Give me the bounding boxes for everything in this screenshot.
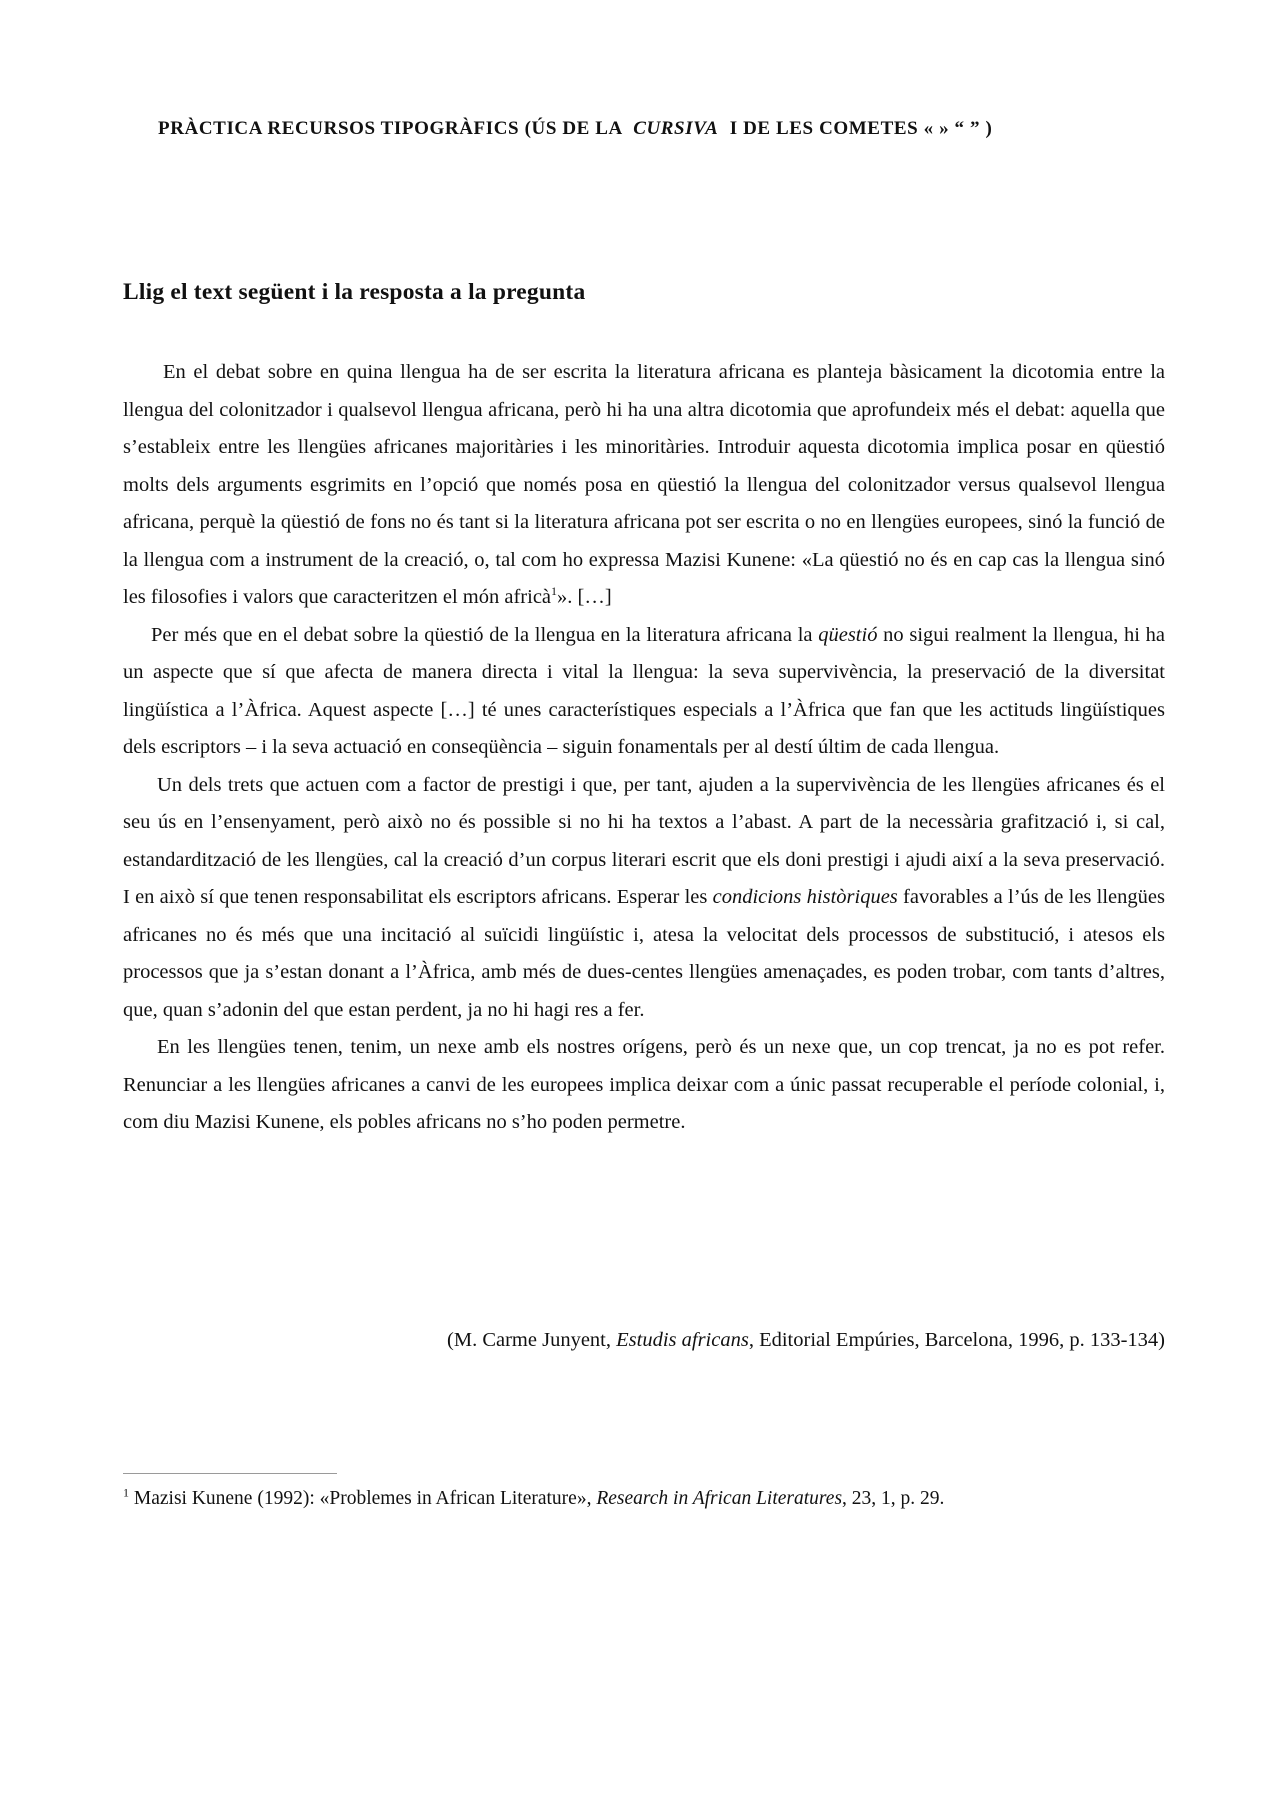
footnote-mark: 1 [123,1485,129,1500]
footnote-suffix: , 23, 1, p. 29. [842,1488,945,1509]
page-title-prefix: PRÀCTICA RECURSOS TIPOGRÀFICS (ÚS DE LA [158,118,622,139]
footnote [123,1485,945,1510]
footnote-prefix: Mazisi Kunene (1992): «Problemes in African Literature», [129,1488,597,1509]
paragraph-3-text-end: favorables a l’ús de les llengües africanes no és més que una incitació al suïcidi lingüístic i, atesa la velocitat dels processos de substitució, i atesos els processos que ja s’estan donant a l’Àfrica, amb més de dues-centes llengües amenaçades, es poden trobar, com tants d’altres, que, quan s’adonin del que estan perdent, ja no hi hagi res a fer. [123,886,1165,1021]
footnote-journal: Research in African Literatures [596,1488,843,1509]
paragraph-2-text-start: Per més que en el debat sobre la qüestió de la llengua en la literatura africana la [151,623,819,646]
page-title-suffix: I DE LES COMETES « » “ ” ) [729,118,993,139]
exercise-instruction: Llig el text següent i la resposta a la pregunta [123,279,586,305]
paragraph-2-italic-word: qüestió [818,623,878,646]
footnote-separator [123,1473,337,1474]
reading-text [123,354,1165,1142]
paragraph-4 [123,1029,1165,1142]
citation-book-title: Estudis africans [616,1329,749,1351]
paragraph-1-text: En el debat sobre en quina llengua ha de ser escrita la literatura africana es planteja bàsicament la dicotomia entre la llengua del colonitzador i qualsevol llengua africana, però hi ha una altra dicotomia que aprofundeix més el debat: aquella que s’estableix entre les llengües africanes majoritàries i les minoritàries. Introduir aquesta dicotomia implica posar en qüestió molts dels arguments esgrimits en l’opció que només posa en qüestió la llengua del colonitzador versus qualsevol llengua africana, perquè la qüestió de fons no és tant si la literatura africana pot ser escrita o no en llengües europees, sinó la funció de la llengua com a instrument de la creació, o, tal com ho expressa Mazisi Kunene: «La qüestió no és en cap cas la llengua sinó les filosofies i valors que caracteritzen el món africà [123,361,1165,608]
source-citation [447,1329,1165,1352]
page-title-italic: CURSIVA [633,118,719,139]
citation-prefix: (M. Carme Junyent, [447,1329,617,1351]
paragraph-3 [123,767,1165,1030]
paragraph-1-text-end: ». […] [557,586,612,608]
citation-suffix: , Editorial Empúries, Barcelona, 1996, p. 133-134) [748,1329,1165,1351]
footnote-reference: 1 [551,584,558,599]
paragraph-1 [123,354,1165,617]
paragraph-2-text-end: no sigui realment la llengua, hi ha un aspecte que sí que afecta de manera directa i vital la llengua: la seva supervivència, la preservació de la diversitat lingüística a l’Àfrica. Aquest aspecte […] té unes característiques especials a l’Àfrica que fan que les actituds lingüístiques dels escriptors – i la seva actuació en conseqüència – siguin fonamentals per al destí últim de cada llengua. [123,623,1165,758]
paragraph-4-text: En les llengües tenen, tenim, un nexe amb els nostres orígens, però és un nexe que, un cop trencat, ja no es pot refer. Renunciar a les llengües africanes a canvi de les europees implica deixar com a únic passat recuperable el període colonial, i, com diu Mazisi Kunene, els pobles africans no s’ho poden permetre. [123,1036,1165,1133]
page-title [158,118,1158,140]
paragraph-3-text-start: Un dels trets que actuen com a factor de prestigi i que, per tant, ajuden a la supervivència de les llengües africanes és el seu ús en l’ensenyament, però això no és possible si no hi ha textos a l’abast. A part de la necessària grafització i, si cal, estandardització de les llengües, cal la creació d’un corpus literari escrit que els doni prestigi i ajudi així a la seva preservació. I en això sí que tenen responsabilitat els escriptors africans. Esperar les [123,773,1165,908]
paragraph-2 [123,617,1165,767]
paragraph-3-italic-phrase: condicions històriques [712,886,898,908]
